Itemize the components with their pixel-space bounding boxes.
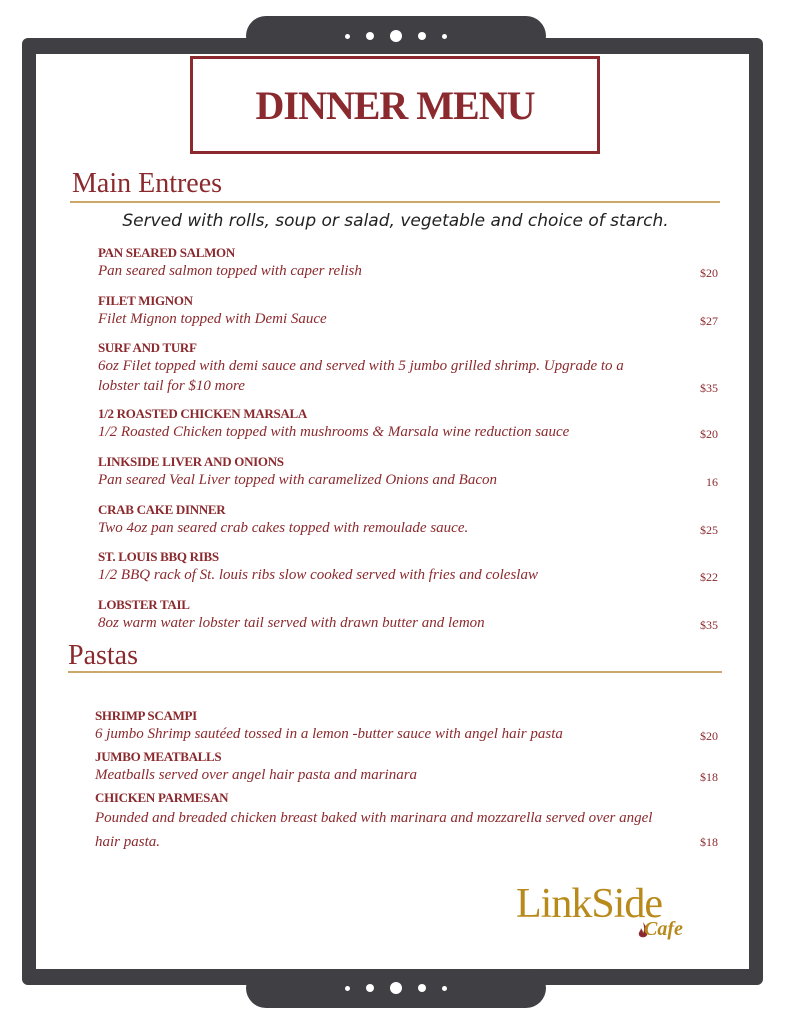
item-name: SHRIMP SCAMPI [95,708,197,723]
item-description: Pan seared Veal Liver topped with caramelized Onions and Bacon [98,472,497,488]
item-description: Pounded and breaded chicken breast baked with marinara and mozzarella served over angel hair pasta. [95,810,653,850]
logo-subtext: Cafe [644,918,683,940]
item-price: $20 [700,427,718,441]
entree-item [98,340,718,396]
item-name: 1/2 ROASTED CHICKEN MARSALA [98,406,307,421]
item-price: $20 [700,266,718,280]
item-description: 6oz Filet topped with demi sauce and served with 5 jumbo grilled shrimp. Upgrade to a lobster tail for $10 more [98,358,624,394]
logo-text: LinkSide [516,881,662,927]
pastas-heading: Pastas [68,640,138,671]
pasta-item [95,749,718,785]
item-name: FILET MIGNON [98,293,193,308]
entree-item [98,454,718,490]
entree-item [98,293,718,329]
entree-item [98,245,718,281]
pasta-item [95,708,718,744]
item-description: Two 4oz pan seared crab cakes topped with remoulade sauce. [98,520,469,536]
item-description: 1/2 BBQ rack of St. louis ribs slow cooked served with fries and coleslaw [98,567,538,583]
item-name: CHICKEN PARMESAN [95,790,229,805]
top-ornament [246,16,546,56]
entree-item [98,549,718,585]
entree-item [98,597,718,633]
item-name: LOBSTER TAIL [98,597,190,612]
item-description: 1/2 Roasted Chicken topped with mushrooms & Marsala wine reduction sauce [98,424,570,440]
main-entrees-heading: Main Entrees [72,168,223,199]
item-description: 6 jumbo Shrimp sautéed tossed in a lemon -butter sauce with angel hair pasta [95,726,563,742]
main-entrees-rule [70,201,720,203]
item-description: Filet Mignon topped with Demi Sauce [98,311,327,327]
item-price: $35 [700,618,718,632]
item-price: $22 [700,570,718,584]
page-title: DINNER MENU [255,82,535,128]
pasta-item [95,790,718,854]
item-price: $20 [700,729,718,743]
item-description: Pan seared salmon topped with caper relish [98,263,362,279]
entree-item [98,406,718,442]
item-name: JUMBO MEATBALLS [95,749,222,764]
item-name: CRAB CAKE DINNER [98,502,226,517]
bottom-ornament [246,968,546,1008]
item-price: 16 [706,475,718,489]
top-ornament-dots [345,30,447,42]
item-price: $18 [700,835,718,849]
item-name: LINKSIDE LIVER AND ONIONS [98,454,284,469]
item-description: Meatballs served over angel hair pasta and marinara [95,767,418,783]
item-name: PAN SEARED SALMON [98,245,235,260]
title-box [190,56,600,154]
item-name: ST. LOUIS BBQ RIBS [98,549,219,564]
pastas-rule [68,671,722,673]
item-price: $35 [700,381,718,395]
item-price: $27 [700,314,718,328]
item-price: $25 [700,523,718,537]
bottom-ornament-dots [345,982,447,994]
item-description: 8oz warm water lobster tail served with drawn butter and lemon [98,615,485,631]
main-entrees-subtitle: Served with rolls, soup or salad, vegetable and choice of starch. [122,211,669,231]
item-price: $18 [700,770,718,784]
linkside-cafe-logo [516,880,736,950]
entree-item [98,502,718,538]
item-name: SURF AND TURF [98,340,197,355]
